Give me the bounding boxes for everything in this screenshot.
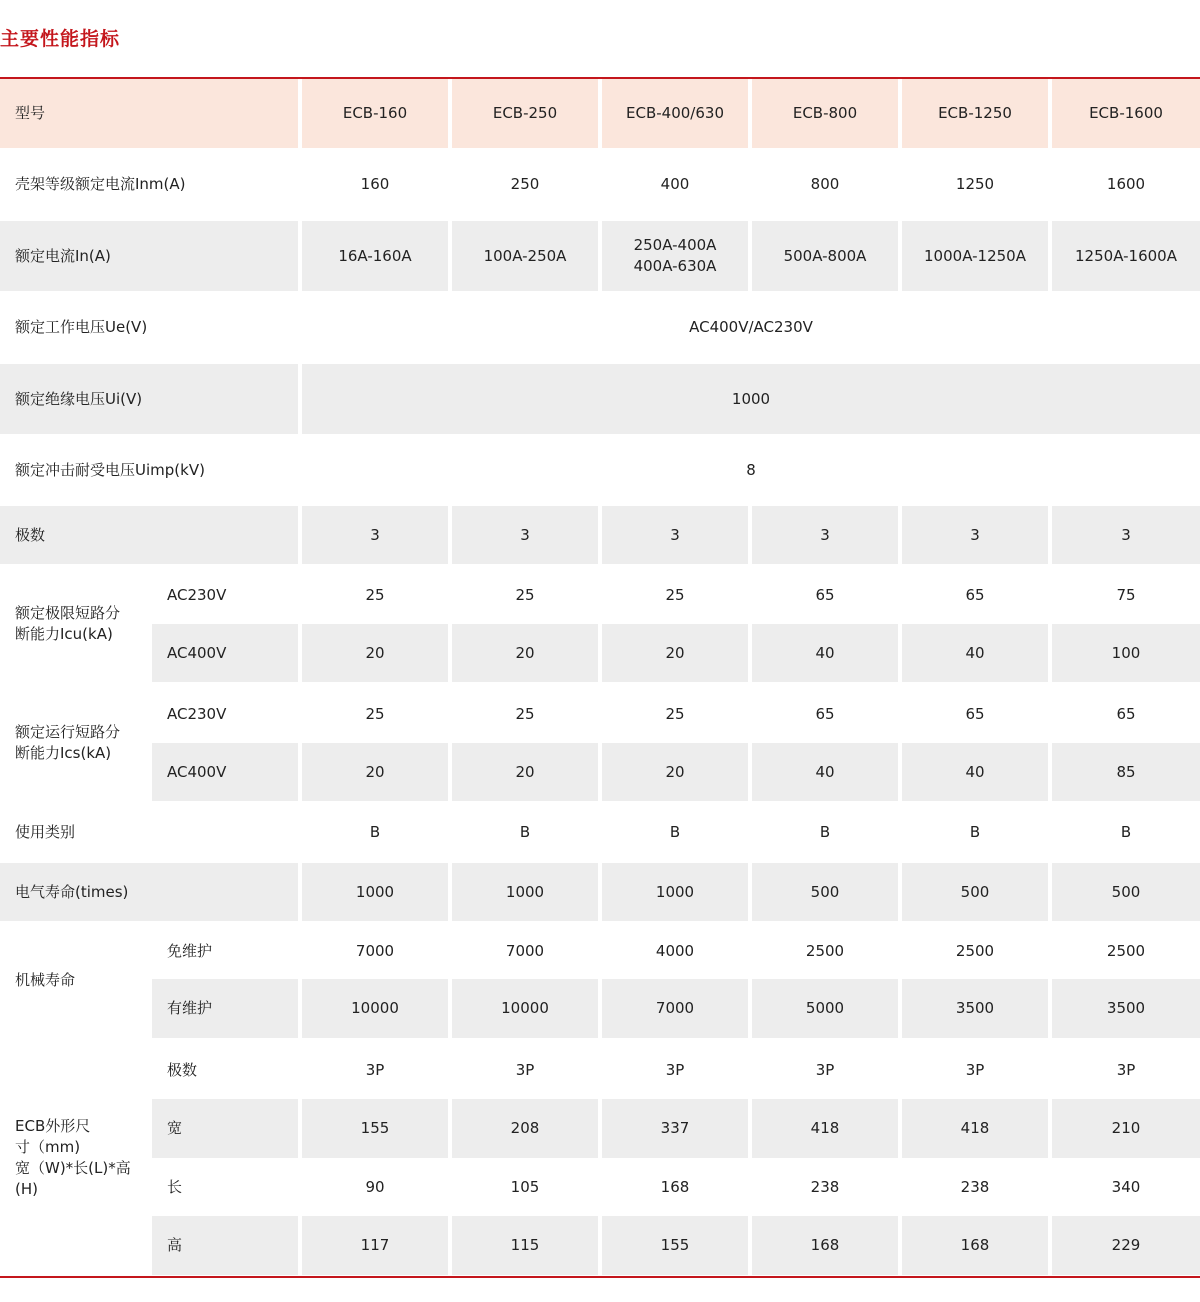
value-cell: 7000 bbox=[505, 941, 545, 960]
value-cell: 25 bbox=[665, 585, 685, 604]
value-cell: 208 bbox=[452, 1099, 598, 1158]
value-cell: 7000 bbox=[602, 979, 748, 1038]
value-cell: 1000 bbox=[302, 863, 448, 921]
value-cell: 16A-160A bbox=[302, 221, 448, 291]
value-cell: 25 bbox=[515, 585, 535, 604]
value-cell: 5000 bbox=[752, 979, 898, 1038]
value-cell: 100A-250A bbox=[452, 221, 598, 291]
value-cell: 418 bbox=[902, 1099, 1048, 1158]
value-cell: 160 bbox=[360, 175, 390, 193]
sub-label: 有维护 bbox=[152, 979, 298, 1038]
value-cell: 155 bbox=[302, 1099, 448, 1158]
value-cell: 3 bbox=[452, 506, 598, 564]
value-cell: 155 bbox=[602, 1216, 748, 1275]
value-cell: 3 bbox=[302, 506, 448, 564]
group-label: ECB外形尺 寸（mm) 宽（W)*长(L)*高 (H) bbox=[15, 1117, 131, 1198]
value-cell: 105 bbox=[510, 1177, 540, 1196]
sub-label: AC400V bbox=[152, 624, 298, 682]
value-cell: 117 bbox=[302, 1216, 448, 1275]
value-cell: 2500 bbox=[1106, 941, 1146, 960]
value-cell: 3 bbox=[602, 506, 748, 564]
value-cell: B bbox=[969, 822, 981, 841]
header-model: ECB-250 bbox=[452, 79, 598, 148]
value-cell: 3P bbox=[965, 1060, 985, 1079]
value-cell: 168 bbox=[660, 1177, 690, 1196]
row-label: 使用类别 bbox=[15, 822, 76, 841]
header-model: ECB-160 bbox=[302, 79, 448, 148]
value-cell: 337 bbox=[602, 1099, 748, 1158]
sub-label: 免维护 bbox=[167, 941, 213, 960]
value-cell: 3500 bbox=[1052, 979, 1200, 1038]
value-cell: 10000 bbox=[452, 979, 598, 1038]
row-label: 极数 bbox=[0, 506, 298, 564]
header-label: 型号 bbox=[0, 79, 298, 148]
value-cell: 1250 bbox=[955, 175, 995, 193]
value-cell: 3P bbox=[365, 1060, 385, 1079]
header-model: ECB-400/630 bbox=[602, 79, 748, 148]
value-cell: 3P bbox=[665, 1060, 685, 1079]
header-model: ECB-1250 bbox=[902, 79, 1048, 148]
value-cell: 40 bbox=[902, 743, 1048, 801]
page-title: 主要性能指标 bbox=[0, 28, 121, 50]
value-cell: B bbox=[1120, 822, 1132, 841]
value-cell: 500 bbox=[752, 863, 898, 921]
sub-label: AC230V bbox=[167, 704, 227, 723]
header-model: ECB-1600 bbox=[1052, 79, 1200, 148]
value-cell: 3500 bbox=[902, 979, 1048, 1038]
sub-label: 极数 bbox=[167, 1060, 198, 1079]
group-label: 机械寿命 bbox=[15, 971, 76, 989]
value-cell: 75 bbox=[1116, 585, 1136, 604]
group-label: 额定极限短路分 断能力Icu(kA) bbox=[15, 604, 121, 643]
merged-value-cell: 1000 bbox=[302, 364, 1200, 434]
bottom-rule bbox=[0, 1276, 1200, 1278]
value-cell: B bbox=[519, 822, 531, 841]
value-cell: 250A-400A 400A-630A bbox=[602, 221, 748, 291]
value-cell: 100 bbox=[1052, 624, 1200, 682]
sub-label: 高 bbox=[152, 1216, 298, 1275]
value-cell: 40 bbox=[902, 624, 1048, 682]
value-cell: 1600 bbox=[1106, 175, 1146, 193]
value-cell: 1250A-1600A bbox=[1052, 221, 1200, 291]
value-cell: 1000 bbox=[452, 863, 598, 921]
merged-value-cell: AC400V/AC230V bbox=[689, 318, 813, 336]
value-cell: 3P bbox=[515, 1060, 535, 1079]
row-label: 额定电流In(A) bbox=[0, 221, 298, 291]
value-cell: 40 bbox=[752, 743, 898, 801]
value-cell: 168 bbox=[752, 1216, 898, 1275]
value-cell: 2500 bbox=[805, 941, 845, 960]
value-cell: 500 bbox=[1052, 863, 1200, 921]
value-cell: 3P bbox=[815, 1060, 835, 1079]
value-cell: 90 bbox=[365, 1177, 385, 1196]
sub-label: 长 bbox=[167, 1177, 183, 1196]
value-cell: 340 bbox=[1111, 1177, 1141, 1196]
row-label: 壳架等级额定电流Inm(A) bbox=[15, 175, 186, 193]
sub-label: 宽 bbox=[152, 1099, 298, 1158]
value-cell: 1000 bbox=[602, 863, 748, 921]
value-cell: 229 bbox=[1052, 1216, 1200, 1275]
sub-label: AC230V bbox=[167, 585, 227, 604]
value-cell: 10000 bbox=[302, 979, 448, 1038]
row-label: 额定绝缘电压Ui(V) bbox=[0, 364, 298, 434]
value-cell: 20 bbox=[452, 743, 598, 801]
value-cell: 20 bbox=[302, 743, 448, 801]
sub-label: AC400V bbox=[152, 743, 298, 801]
group-label: 额定运行短路分 断能力Ics(kA) bbox=[15, 723, 121, 762]
value-cell: 400 bbox=[660, 175, 690, 193]
value-cell: 238 bbox=[810, 1177, 840, 1196]
value-cell: 115 bbox=[452, 1216, 598, 1275]
value-cell: 25 bbox=[515, 704, 535, 723]
value-cell: 20 bbox=[602, 624, 748, 682]
value-cell: 3 bbox=[902, 506, 1048, 564]
value-cell: 40 bbox=[752, 624, 898, 682]
value-cell: 65 bbox=[815, 585, 835, 604]
value-cell: 210 bbox=[1052, 1099, 1200, 1158]
header-model: ECB-800 bbox=[752, 79, 898, 148]
value-cell: 500A-800A bbox=[752, 221, 898, 291]
value-cell: 20 bbox=[302, 624, 448, 682]
merged-value-cell: 8 bbox=[746, 460, 756, 479]
value-cell: B bbox=[669, 822, 681, 841]
value-cell: 25 bbox=[365, 585, 385, 604]
value-cell: 1000A-1250A bbox=[902, 221, 1048, 291]
value-cell: 65 bbox=[1116, 704, 1136, 723]
value-cell: 65 bbox=[965, 704, 985, 723]
value-cell: 250 bbox=[510, 175, 540, 193]
value-cell: B bbox=[369, 822, 381, 841]
value-cell: 3P bbox=[1116, 1060, 1136, 1079]
row-label: 电气寿命(times) bbox=[0, 863, 298, 921]
value-cell: 65 bbox=[815, 704, 835, 723]
value-cell: 238 bbox=[960, 1177, 990, 1196]
value-cell: 500 bbox=[902, 863, 1048, 921]
value-cell: 20 bbox=[452, 624, 598, 682]
value-cell: 7000 bbox=[355, 941, 395, 960]
value-cell: 3 bbox=[752, 506, 898, 564]
value-cell: 25 bbox=[665, 704, 685, 723]
value-cell: 85 bbox=[1052, 743, 1200, 801]
row-label: 额定工作电压Ue(V) bbox=[15, 318, 148, 336]
value-cell: 3 bbox=[1052, 506, 1200, 564]
value-cell: 65 bbox=[965, 585, 985, 604]
row-label: 额定冲击耐受电压Uimp(kV) bbox=[15, 460, 205, 479]
value-cell: 4000 bbox=[655, 941, 695, 960]
value-cell: 168 bbox=[902, 1216, 1048, 1275]
value-cell: 20 bbox=[602, 743, 748, 801]
value-cell: 800 bbox=[810, 175, 840, 193]
value-cell: 2500 bbox=[955, 941, 995, 960]
value-cell: 25 bbox=[365, 704, 385, 723]
value-cell: 418 bbox=[752, 1099, 898, 1158]
value-cell: B bbox=[819, 822, 831, 841]
